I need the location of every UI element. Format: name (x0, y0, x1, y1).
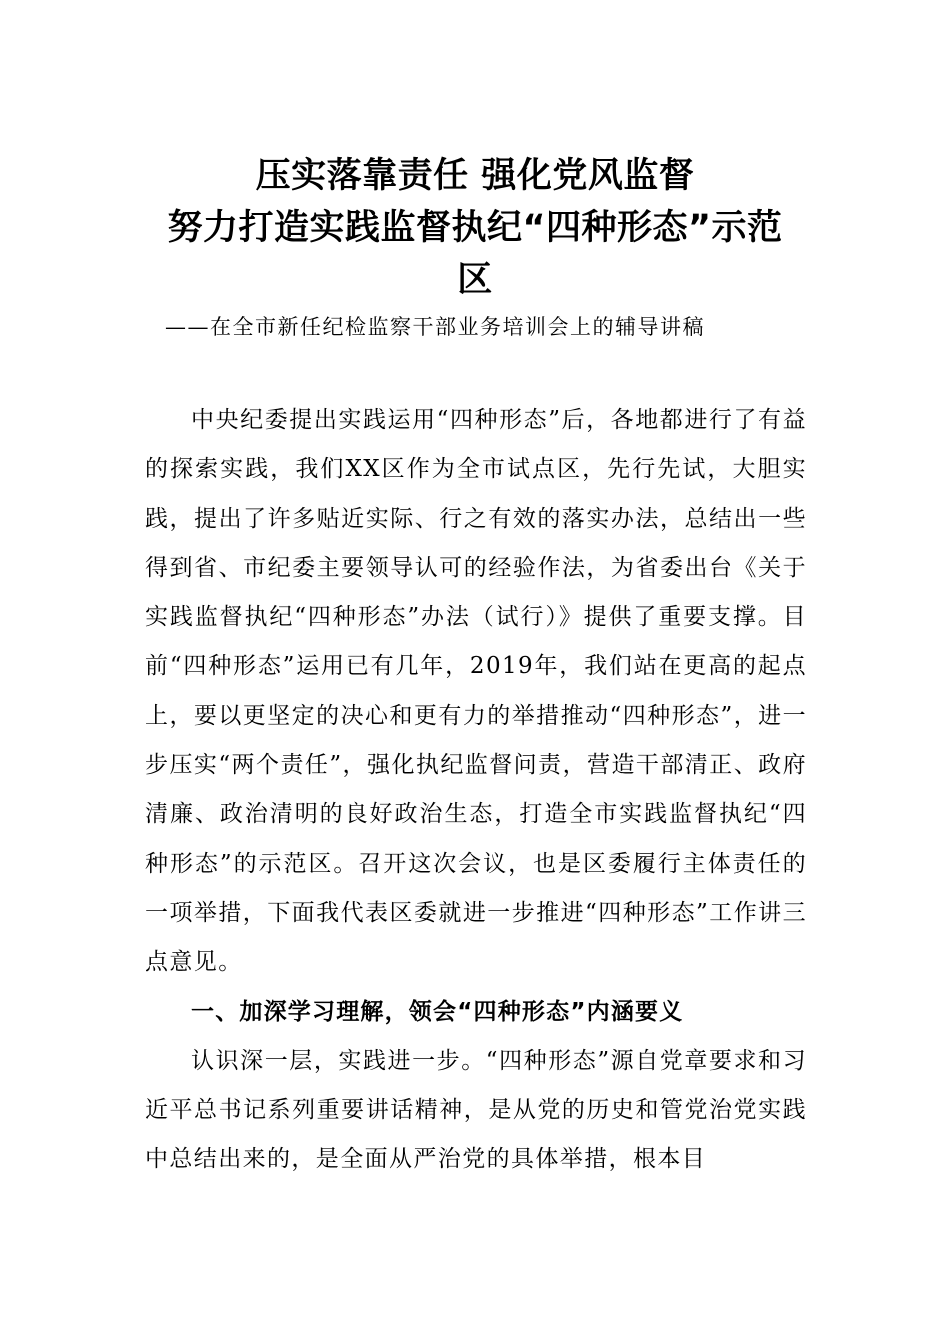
title-line-2: 努力打造实践监督执纪“四种形态”示范 (167, 208, 783, 248)
title-line-1: 压实落靠责任 强化党风监督 (255, 156, 695, 196)
document-title (0, 150, 950, 306)
paragraph-intro: 中央纪委提出实践运用“四种形态”后，各地都进行了有益的探索实践，我们XX区作为全市试点区，先行先试，大胆实践，提出了许多贴近实际、行之有效的落实办法，总结出一些得到省、市纪委主要领导认可的经验作法，为省委出台《关于实践监督执纪“四种形态”办法（试行）》提供了重要支撑。目前“四种形态”运用已有几年，2019年，我们站在更高的起点上，要以更坚定的决心和更有力的举措推动“四种形态”，进一步压实“两个责任”，强化执纪监督问责，营造干部清正、政府清廉、政治清明的良好政治生态，打造全市实践监督执纪“四种形态”的示范区。召开这次会议，也是区委履行主体责任的一项举措，下面我代表区委就进一步推进“四种形态”工作讲三点意见。 (145, 407, 807, 976)
document-body (145, 396, 807, 1185)
document-subtitle: ——在全市新任纪检监察干部业务培训会上的辅导讲稿 (165, 315, 705, 339)
paragraph-section-1: 认识深一层，实践进一步。“四种形态”源自党章要求和习近平总书记系列重要讲话精神，是从党的历史和管党治党实践中总结出来的，是全面从严治党的具体举措，根本目 (145, 1047, 807, 1173)
section-heading-1: 一、加深学习理解，领会“四种形态”内涵要义 (191, 998, 684, 1025)
title-line-3: 区 (457, 260, 493, 300)
